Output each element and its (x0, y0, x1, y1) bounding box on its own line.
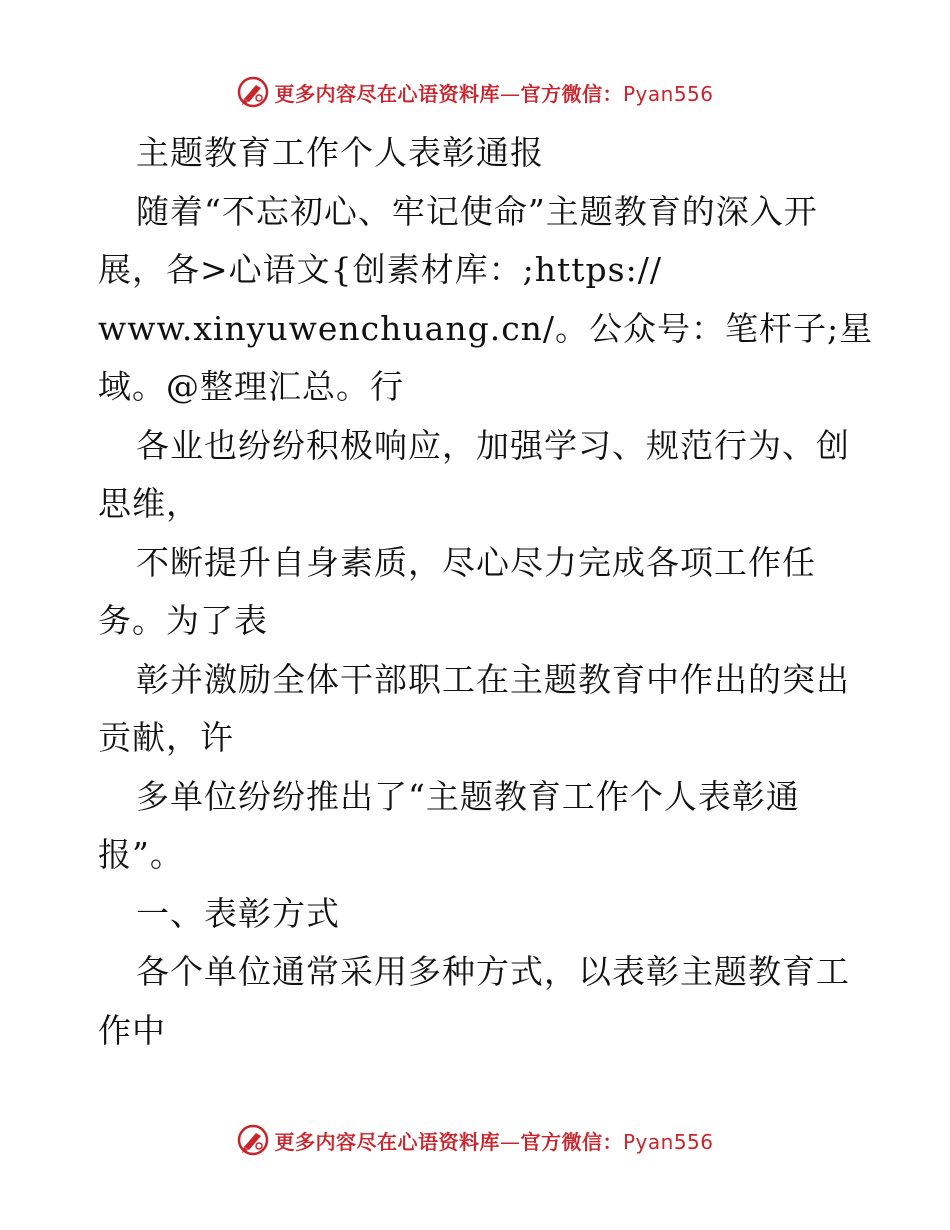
text-line: 一、表彰方式 (136, 893, 340, 933)
text-line: 务。为了表 (98, 601, 268, 640)
watermark-wechat-id: Pyan556 (622, 81, 714, 106)
text-line: 展，各>心语文{创素材库：;https:// (98, 250, 662, 289)
header-watermark (0, 72, 950, 112)
watermark-site: 更多内容尽在心语资料库 (274, 1129, 500, 1154)
text-line: 各个单位通常采用多种方式，以表彰主题教育工 (136, 952, 850, 991)
watermark-wechat-label: 官方微信： (520, 1129, 623, 1154)
text-line: 作中 (98, 1010, 166, 1050)
text-line: 贡献，许 (98, 718, 234, 757)
pen-logo-icon (236, 1123, 270, 1157)
text-line: 主题教育工作个人表彰通报 (136, 133, 544, 172)
text-line: 各业也纷纷积极响应，加强学习、规范行为、创 (136, 425, 850, 465)
watermark-separator: — (499, 81, 521, 106)
footer-watermark (0, 1120, 950, 1160)
watermark-wechat-id: Pyan556 (622, 1129, 714, 1154)
watermark-separator: — (499, 1129, 521, 1154)
watermark-site: 更多内容尽在心语资料库 (274, 81, 500, 106)
text-line: 域。@整理汇总。行 (98, 367, 404, 406)
text-line: 彰并激励全体干部职工在主题教育中作出的突出 (136, 659, 850, 699)
watermark-wechat-label: 官方微信： (520, 81, 623, 106)
pen-logo-icon (236, 75, 270, 109)
watermark-text (274, 1126, 713, 1155)
text-line: 多单位纷纷推出了“主题教育工作个人表彰通 (136, 776, 800, 816)
text-line: 报”。 (98, 835, 184, 874)
text-line: www.xinyuwenchuang.cn/。公众号：笔杆子;星 (98, 308, 874, 348)
document-body (98, 124, 874, 1060)
watermark-text (274, 78, 713, 107)
text-line: 不断提升自身素质，尽心尽力完成各项工作任 (136, 542, 816, 582)
text-line: 随着“不忘初心、牢记使命”主题教育的深入开 (136, 191, 818, 231)
text-line: 思维， (98, 484, 200, 523)
